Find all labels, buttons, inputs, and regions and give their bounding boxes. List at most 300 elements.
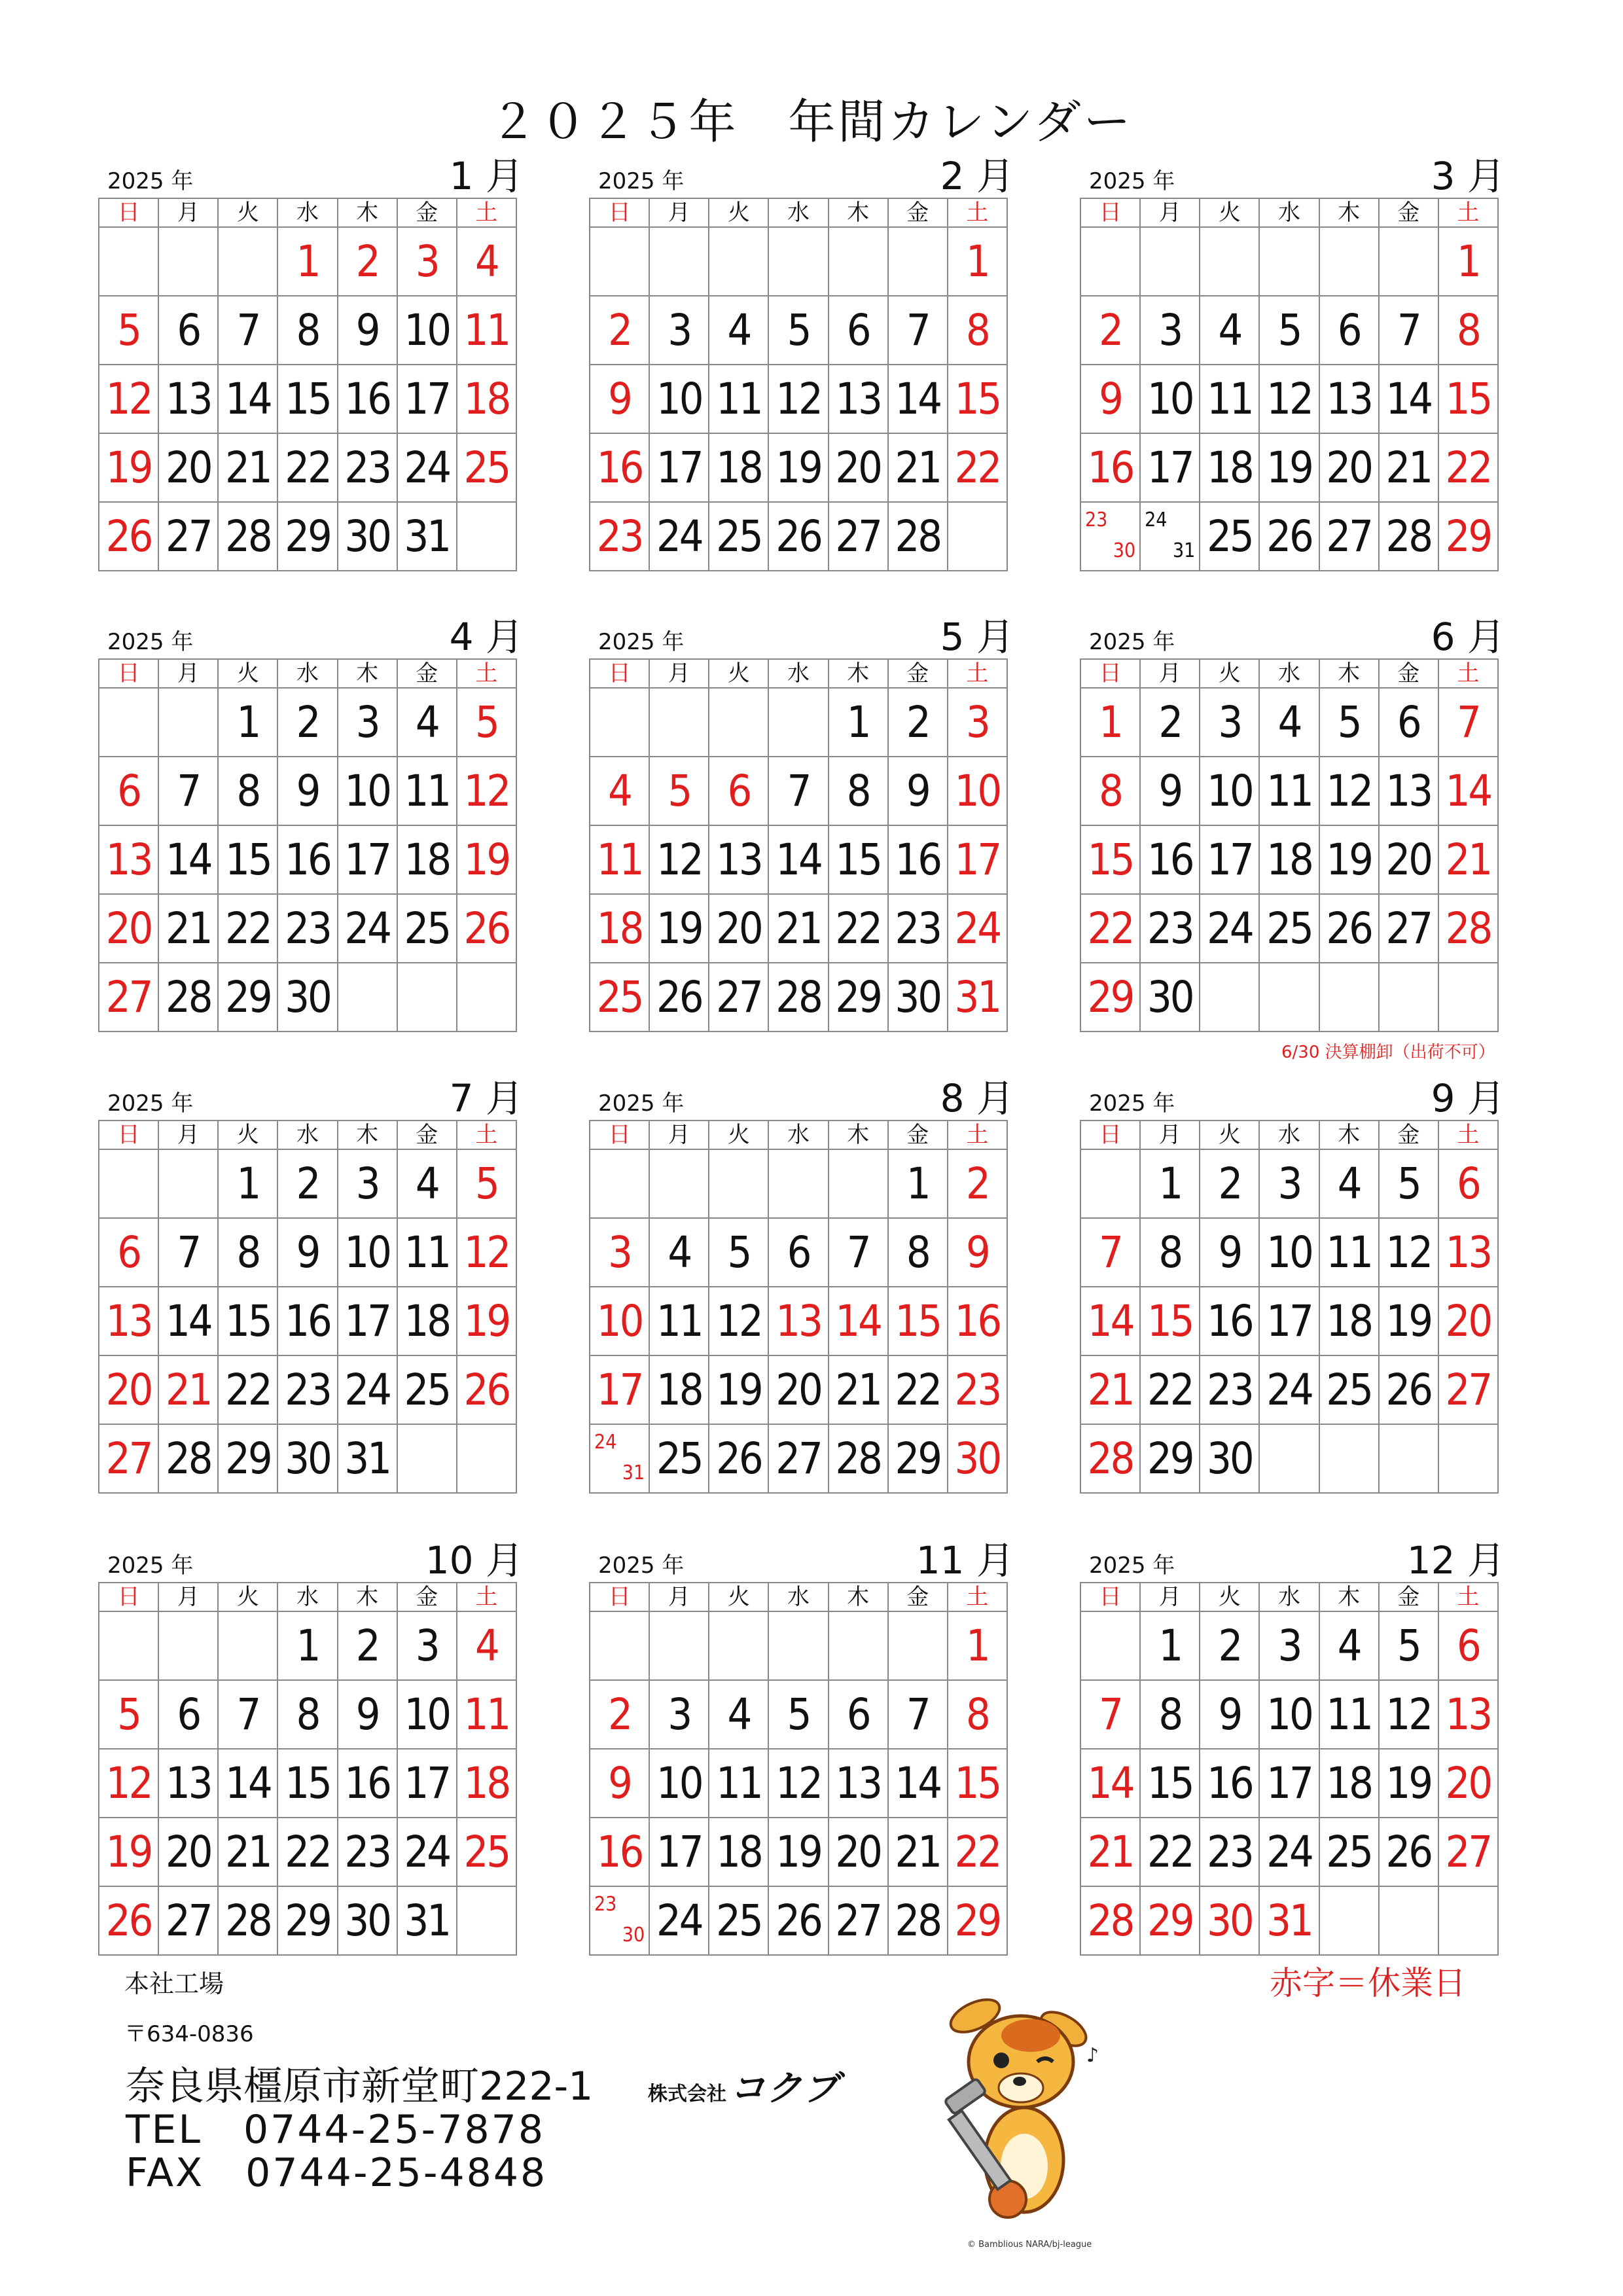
day-cell: 24 — [948, 894, 1007, 963]
day-cell: 2 — [277, 1149, 337, 1218]
weekday-row — [1080, 1583, 1498, 1611]
month-header — [1080, 613, 1505, 659]
day-cell: 31 — [338, 1424, 397, 1493]
day-cell: 7 — [1080, 1680, 1140, 1749]
day-cell: 13 — [1438, 1218, 1498, 1287]
week-row — [590, 757, 1007, 825]
day-cell: 2 — [590, 1680, 649, 1749]
day-cell: 28 — [829, 1424, 888, 1493]
week-row — [1080, 1355, 1498, 1424]
day-cell: 19 — [99, 433, 158, 502]
week-row — [590, 296, 1007, 365]
week-row — [590, 1749, 1007, 1818]
weekday-cell: 日 — [99, 198, 158, 227]
day-cell: 6 — [1438, 1611, 1498, 1680]
day-cell: 28 — [158, 963, 218, 1031]
day-cell: 26 — [709, 1424, 768, 1493]
week-row — [590, 1149, 1007, 1218]
day-cell: 23 — [590, 502, 649, 571]
day-cell: 3 — [397, 227, 457, 296]
day-cell: 31 — [948, 963, 1007, 1031]
weekday-row — [590, 1583, 1007, 1611]
day-cell: 20 — [1379, 825, 1438, 894]
day-cell: 21 — [1379, 433, 1438, 502]
day-cell: 10 — [649, 1749, 709, 1818]
day-cell: 7 — [888, 296, 948, 365]
month-block — [98, 1074, 524, 1494]
day-cell: 21 — [888, 1818, 948, 1886]
day-cell: 15 — [1438, 365, 1498, 433]
day-cell: 11 — [457, 1680, 516, 1749]
weekday-cell: 土 — [948, 1583, 1007, 1611]
day-cell: 9 — [590, 1749, 649, 1818]
month-block — [589, 1074, 1014, 1494]
day-cell: 3 — [338, 688, 397, 757]
day-cell: 25 — [1319, 1355, 1379, 1424]
week-row — [1080, 1149, 1498, 1218]
day-cell: 1 — [829, 688, 888, 757]
day-cell: 8 — [1140, 1680, 1200, 1749]
week-row — [1080, 1680, 1498, 1749]
day-cell: 10 — [1259, 1680, 1319, 1749]
day-cell: 30 — [1200, 1424, 1259, 1493]
day-cell: 3 — [1259, 1149, 1319, 1218]
week-row — [99, 1149, 516, 1218]
empty-cell — [99, 227, 158, 296]
day-cell: 25 — [709, 1886, 768, 1955]
week-row — [1080, 757, 1498, 825]
weekday-cell: 月 — [649, 198, 709, 227]
day-cell: 6 — [829, 1680, 888, 1749]
empty-cell — [99, 1149, 158, 1218]
day-cell: 22 — [1438, 433, 1498, 502]
day-cell: 5 — [457, 688, 516, 757]
day-cell-split — [1140, 502, 1200, 571]
month-block — [98, 613, 524, 1032]
day-cell: 10 — [338, 757, 397, 825]
day-cell: 20 — [1438, 1287, 1498, 1355]
month-table — [1080, 1582, 1499, 1956]
day-cell: 23 — [1200, 1355, 1259, 1424]
day-cell: 17 — [397, 365, 457, 433]
day-cell: 3 — [1259, 1611, 1319, 1680]
day-cell: 22 — [218, 1355, 277, 1424]
weekday-cell: 日 — [1080, 1583, 1140, 1611]
address: 奈良県橿原市新堂町222-1 — [126, 2064, 594, 2109]
day-cell: 2 — [1140, 688, 1200, 757]
day-cell: 30 — [948, 1424, 1007, 1493]
year-label: 2025 年 — [107, 168, 194, 194]
day-cell: 12 — [1259, 365, 1319, 433]
weekday-cell: 木 — [338, 1121, 397, 1149]
day-cell: 19 — [99, 1818, 158, 1886]
week-row — [1080, 365, 1498, 433]
year-label: 2025 年 — [107, 1552, 194, 1579]
empty-cell — [1319, 963, 1379, 1031]
month-table — [98, 1120, 517, 1494]
day-cell: 20 — [709, 894, 768, 963]
day-cell: 26 — [457, 894, 516, 963]
month-block — [589, 613, 1014, 1032]
day-cell: 6 — [158, 296, 218, 365]
day-cell: 22 — [1080, 894, 1140, 963]
day-cell: 20 — [158, 433, 218, 502]
weekday-cell: 日 — [1080, 198, 1140, 227]
day-cell: 28 — [1379, 502, 1438, 571]
day-cell: 31 — [1259, 1886, 1319, 1955]
day-cell: 7 — [1379, 296, 1438, 365]
day-cell: 23 — [948, 1355, 1007, 1424]
day-cell: 30 — [1140, 963, 1200, 1031]
day-cell: 2 — [590, 296, 649, 365]
day-cell: 1 — [218, 688, 277, 757]
week-row — [1080, 894, 1498, 963]
week-row — [590, 963, 1007, 1031]
day-cell: 5 — [1319, 688, 1379, 757]
weekday-cell: 日 — [99, 1121, 158, 1149]
day-cell: 28 — [1080, 1886, 1140, 1955]
day-cell: 11 — [1319, 1680, 1379, 1749]
day-cell: 15 — [1080, 825, 1140, 894]
day-cell: 27 — [1319, 502, 1379, 571]
weekday-cell: 土 — [457, 198, 516, 227]
day-cell: 11 — [1259, 757, 1319, 825]
day-cell: 14 — [1080, 1287, 1140, 1355]
day-cell: 3 — [397, 1611, 457, 1680]
week-row — [99, 1355, 516, 1424]
day-cell: 5 — [1379, 1149, 1438, 1218]
day-cell: 7 — [158, 1218, 218, 1287]
weekday-cell: 月 — [649, 1121, 709, 1149]
empty-cell — [1259, 963, 1319, 1031]
empty-cell — [1379, 1886, 1438, 1955]
day-cell: 5 — [709, 1218, 768, 1287]
day-cell: 22 — [218, 894, 277, 963]
day-cell: 25 — [397, 894, 457, 963]
weekday-cell: 木 — [338, 659, 397, 688]
day-cell: 3 — [649, 1680, 709, 1749]
day-cell: 18 — [649, 1355, 709, 1424]
month-name: 3 月 — [1431, 154, 1505, 198]
month-block — [1080, 1074, 1505, 1494]
day-cell: 1 — [1140, 1149, 1200, 1218]
weekday-cell: 月 — [158, 1583, 218, 1611]
day-cell: 1 — [218, 1149, 277, 1218]
page-title: ２０２５年 年間カレンダー — [490, 94, 1133, 149]
day-cell: 9 — [277, 757, 337, 825]
day-cell: 8 — [277, 1680, 337, 1749]
day-cell: 29 — [277, 502, 337, 571]
day-cell: 16 — [888, 825, 948, 894]
day-cell: 12 — [768, 1749, 828, 1818]
day-cell: 27 — [158, 1886, 218, 1955]
week-row — [99, 894, 516, 963]
weekday-cell: 日 — [1080, 659, 1140, 688]
weekday-cell: 火 — [218, 659, 277, 688]
day-cell: 18 — [1200, 433, 1259, 502]
weekday-cell: 木 — [1319, 659, 1379, 688]
day-cell: 31 — [397, 502, 457, 571]
day-cell: 16 — [948, 1287, 1007, 1355]
day-cell: 11 — [397, 757, 457, 825]
week-row — [590, 1818, 1007, 1886]
day-cell: 4 — [457, 1611, 516, 1680]
day-cell: 4 — [709, 296, 768, 365]
empty-cell — [590, 688, 649, 757]
weekday-cell: 土 — [1438, 198, 1498, 227]
day-cell: 15 — [888, 1287, 948, 1355]
day-cell: 25 — [457, 433, 516, 502]
month-block — [1080, 152, 1505, 571]
day-cell: 10 — [1140, 365, 1200, 433]
weekday-row — [1080, 659, 1498, 688]
day-cell: 18 — [457, 1749, 516, 1818]
day-cell: 18 — [1259, 825, 1319, 894]
day-cell: 30 — [277, 1424, 337, 1493]
empty-cell — [888, 227, 948, 296]
day-cell: 16 — [590, 433, 649, 502]
weekday-cell: 火 — [218, 1121, 277, 1149]
empty-cell — [1200, 227, 1259, 296]
day-cell: 14 — [158, 1287, 218, 1355]
day-cell: 23 — [888, 894, 948, 963]
day-cell: 23 — [338, 433, 397, 502]
weekday-cell: 金 — [888, 1121, 948, 1149]
week-row — [590, 1886, 1007, 1955]
year-label: 2025 年 — [598, 168, 685, 194]
day-cell: 11 — [590, 825, 649, 894]
month-block — [98, 1536, 524, 1956]
day-cell: 10 — [1200, 757, 1259, 825]
day-cell-split — [590, 1424, 649, 1493]
weekday-cell: 日 — [99, 1583, 158, 1611]
day-cell: 27 — [99, 1424, 158, 1493]
week-row — [99, 502, 516, 571]
day-cell: 21 — [158, 1355, 218, 1424]
day-cell: 19 — [457, 825, 516, 894]
day-cell: 29 — [1140, 1886, 1200, 1955]
week-row — [590, 688, 1007, 757]
day-cell: 11 — [709, 365, 768, 433]
day-cell: 11 — [457, 296, 516, 365]
day-cell: 2 — [1200, 1149, 1259, 1218]
weekday-cell: 金 — [397, 198, 457, 227]
day-number-lower: 30 — [622, 1924, 645, 1946]
weekday-cell: 水 — [1259, 1583, 1319, 1611]
empty-cell — [457, 1424, 516, 1493]
week-row — [99, 1611, 516, 1680]
empty-cell — [768, 1611, 828, 1680]
day-cell: 3 — [649, 296, 709, 365]
month-header — [1080, 1536, 1505, 1583]
day-cell: 10 — [948, 757, 1007, 825]
day-cell: 31 — [397, 1886, 457, 1955]
week-row — [99, 433, 516, 502]
empty-cell — [457, 963, 516, 1031]
day-cell: 7 — [1080, 1218, 1140, 1287]
day-cell: 16 — [338, 1749, 397, 1818]
month-name: 11 月 — [916, 1538, 1014, 1583]
day-cell: 2 — [1200, 1611, 1259, 1680]
day-cell: 21 — [158, 894, 218, 963]
weekday-cell: 水 — [768, 1583, 828, 1611]
week-row — [99, 365, 516, 433]
day-cell: 24 — [338, 894, 397, 963]
day-cell: 26 — [99, 502, 158, 571]
day-cell: 13 — [829, 1749, 888, 1818]
day-cell: 26 — [99, 1886, 158, 1955]
day-cell: 9 — [1140, 757, 1200, 825]
weekday-cell: 土 — [948, 659, 1007, 688]
day-cell: 7 — [829, 1218, 888, 1287]
week-row — [1080, 1818, 1498, 1886]
day-cell: 4 — [1319, 1611, 1379, 1680]
day-cell: 24 — [338, 1355, 397, 1424]
week-row — [1080, 963, 1498, 1031]
day-cell: 6 — [709, 757, 768, 825]
empty-cell — [1438, 963, 1498, 1031]
empty-cell — [397, 1424, 457, 1493]
day-cell: 22 — [829, 894, 888, 963]
day-number-lower: 30 — [1113, 539, 1136, 562]
month-table — [589, 1120, 1008, 1494]
day-cell: 14 — [218, 1749, 277, 1818]
weekday-cell: 金 — [397, 1121, 457, 1149]
day-cell: 26 — [457, 1355, 516, 1424]
week-row — [590, 227, 1007, 296]
day-cell: 10 — [590, 1287, 649, 1355]
day-cell: 1 — [948, 227, 1007, 296]
day-cell: 2 — [338, 227, 397, 296]
week-row — [99, 296, 516, 365]
week-row — [99, 1218, 516, 1287]
week-row — [1080, 296, 1498, 365]
month-header — [98, 152, 524, 198]
empty-cell — [709, 688, 768, 757]
day-cell: 22 — [948, 433, 1007, 502]
month-table — [589, 1582, 1008, 1956]
empty-cell — [1200, 963, 1259, 1031]
weekday-row — [99, 659, 516, 688]
day-cell: 7 — [158, 757, 218, 825]
month-name: 10 月 — [425, 1538, 524, 1583]
week-row — [99, 1749, 516, 1818]
day-cell: 16 — [1200, 1287, 1259, 1355]
day-number-upper: 23 — [594, 1893, 617, 1916]
day-cell: 4 — [1259, 688, 1319, 757]
day-cell: 26 — [768, 502, 828, 571]
month-header — [98, 1074, 524, 1121]
legend-red-holiday: 赤字＝休業日 — [1270, 1964, 1466, 2002]
day-cell: 11 — [1200, 365, 1259, 433]
day-cell: 5 — [1379, 1611, 1438, 1680]
june-note: 6/30 決算棚卸（出荷不可） — [1281, 1043, 1495, 1062]
year-label: 2025 年 — [1089, 1090, 1175, 1117]
day-cell: 28 — [1438, 894, 1498, 963]
day-cell: 20 — [99, 1355, 158, 1424]
day-cell: 15 — [948, 1749, 1007, 1818]
weekday-cell: 火 — [1200, 1583, 1259, 1611]
empty-cell — [1259, 227, 1319, 296]
day-cell: 19 — [768, 433, 828, 502]
weekday-cell: 月 — [1140, 1583, 1200, 1611]
week-row — [1080, 1611, 1498, 1680]
day-cell: 24 — [397, 433, 457, 502]
weekday-cell: 日 — [590, 1583, 649, 1611]
day-cell: 27 — [158, 502, 218, 571]
day-cell: 4 — [649, 1218, 709, 1287]
day-cell: 18 — [590, 894, 649, 963]
week-row — [590, 1355, 1007, 1424]
week-row — [1080, 1749, 1498, 1818]
weekday-row — [1080, 198, 1498, 227]
empty-cell — [829, 1611, 888, 1680]
empty-cell — [709, 1611, 768, 1680]
week-row — [99, 825, 516, 894]
day-cell: 9 — [338, 1680, 397, 1749]
credit: © Bamblious NARA/bj-league — [967, 2240, 1092, 2250]
day-cell: 20 — [1319, 433, 1379, 502]
day-cell: 2 — [888, 688, 948, 757]
day-cell: 19 — [1319, 825, 1379, 894]
day-cell: 15 — [1140, 1749, 1200, 1818]
day-cell: 30 — [338, 1886, 397, 1955]
week-row — [1080, 1218, 1498, 1287]
month-header — [98, 1536, 524, 1583]
day-cell: 29 — [1140, 1424, 1200, 1493]
weekday-cell: 火 — [709, 1121, 768, 1149]
day-cell: 4 — [709, 1680, 768, 1749]
weekday-cell: 水 — [1259, 1121, 1319, 1149]
weekday-cell: 月 — [1140, 198, 1200, 227]
week-row — [1080, 1886, 1498, 1955]
day-cell: 19 — [709, 1355, 768, 1424]
day-cell: 13 — [99, 825, 158, 894]
weekday-cell: 土 — [1438, 1583, 1498, 1611]
day-cell: 22 — [277, 433, 337, 502]
empty-cell — [829, 1149, 888, 1218]
year-label: 2025 年 — [107, 1090, 194, 1117]
empty-cell — [709, 1149, 768, 1218]
week-row — [590, 433, 1007, 502]
day-cell: 12 — [768, 365, 828, 433]
week-row — [1080, 1287, 1498, 1355]
day-cell: 15 — [948, 365, 1007, 433]
day-cell: 18 — [397, 825, 457, 894]
empty-cell — [768, 1149, 828, 1218]
empty-cell — [768, 688, 828, 757]
day-cell: 17 — [1259, 1749, 1319, 1818]
weekday-cell: 火 — [218, 1583, 277, 1611]
day-cell: 21 — [1080, 1355, 1140, 1424]
weekday-cell: 火 — [709, 1583, 768, 1611]
day-cell: 28 — [218, 1886, 277, 1955]
empty-cell — [1379, 963, 1438, 1031]
day-cell: 13 — [768, 1287, 828, 1355]
day-cell: 13 — [158, 365, 218, 433]
day-cell: 9 — [1080, 365, 1140, 433]
day-cell: 1 — [277, 1611, 337, 1680]
day-cell: 16 — [590, 1818, 649, 1886]
svg-text:♪: ♪ — [1086, 2044, 1099, 2067]
weekday-cell: 土 — [948, 198, 1007, 227]
weekday-row — [99, 1583, 516, 1611]
day-cell: 25 — [709, 502, 768, 571]
weekday-cell: 土 — [1438, 1121, 1498, 1149]
weekday-cell: 火 — [1200, 1121, 1259, 1149]
day-cell: 27 — [709, 963, 768, 1031]
day-cell: 13 — [158, 1749, 218, 1818]
